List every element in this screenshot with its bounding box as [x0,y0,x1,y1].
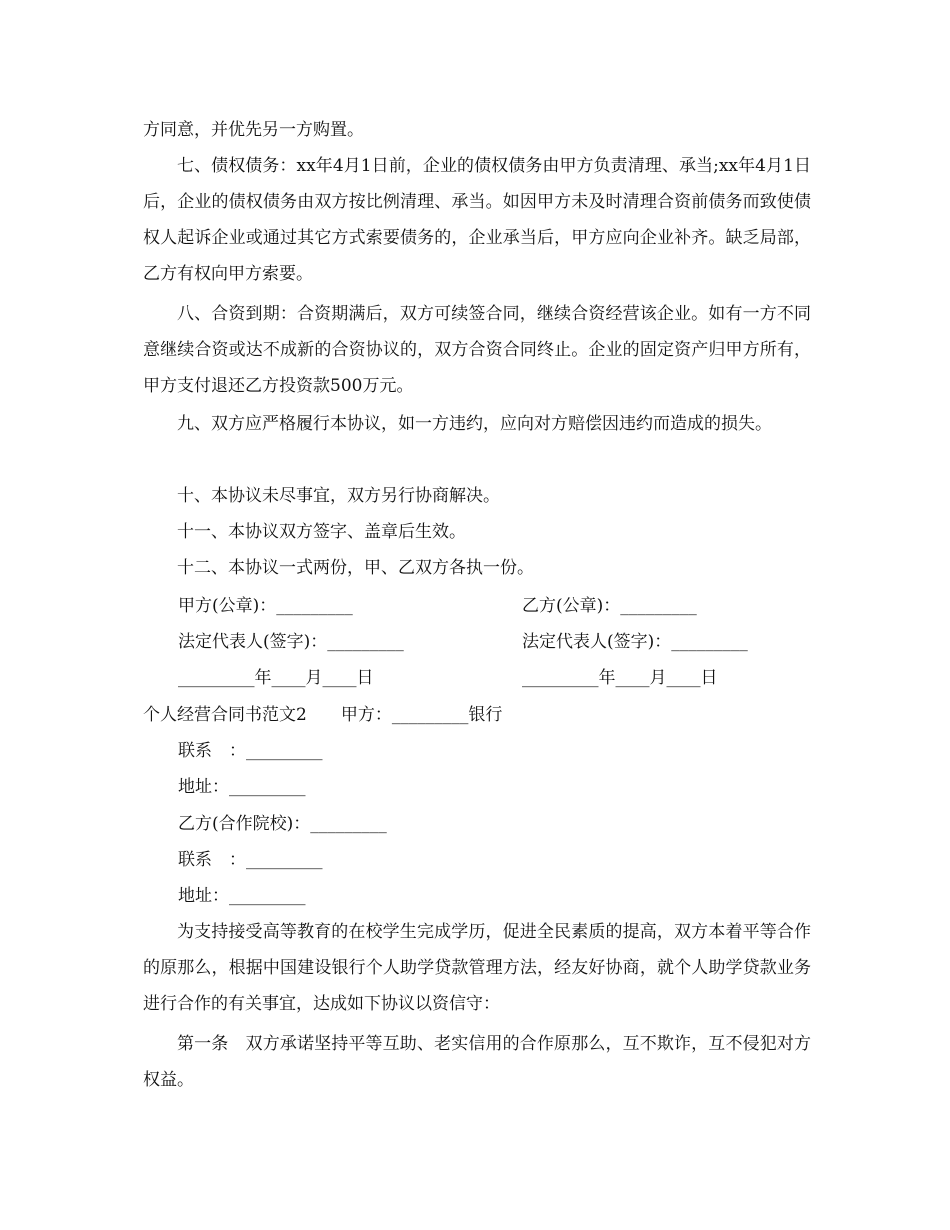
party-a-address-field: 地址：_________ [178,777,306,797]
party-a-seal-line: 甲方(公章)：_________ [178,596,353,616]
party-a-representative-line: 法定代表人(签字)：_________ [178,632,404,652]
party-b-date-line: _________年____月____日 [522,668,718,688]
second-contract-heading: 个人经营合同书范文2 甲方：_________银行 [143,705,503,725]
party-a-date-line: _________年____月____日 [178,668,374,688]
clause-8-expiry: 八、合资到期：合资期满后，双方可续签合同，继续合资经营该企业。如有一方不同意继续合资或达不成新的合资协议的，双方合资合同终止。企业的固定资产归甲方所有，甲方支付退还乙方投资款500万元。 [143,304,811,396]
paragraph-continuation: 方同意，并优先另一方购置。 [143,120,364,140]
clause-10-unresolved: 十、本协议未尽事宜，双方另行协商解决。 [177,486,500,506]
clause-12-copies: 十二、本协议一式两份，甲、乙双方各执一份。 [177,558,534,578]
second-contract-article-1: 第一条 双方承诺坚持平等互助、老实信用的合作原那么，互不欺诈，互不侵犯对方权益。 [143,1034,811,1090]
clause-7-debts: 七、债权债务：xx年4月1日前，企业的债权债务由甲方负责清理、承当;xx年4月1日后，企业的债权债务由双方按比例清理、承当。如因甲方未及时清理合资前债务而致使债权人起诉企业或通过其它方式索要债务的，企业承当后，甲方应向企业补齐。缺乏局部，乙方有权向甲方索要。 [143,156,811,284]
party-b-seal-line: 乙方(公章)：_________ [522,596,697,616]
clause-9-breach: 九、双方应严格履行本协议，如一方违约，应向对方赔偿因违约而造成的损失。 [177,414,772,434]
party-a-contact-field: 联系 ：_________ [178,741,323,761]
second-contract-intro: 为支持接受高等教育的在校学生完成学历，促进全民素质的提高，双方本着平等合作的原那么，根据中国建设银行个人助学贷款管理方法，经友好协商，就个人助学贷款业务进行合作的有关事宜，达成如下协议以资信守： [143,922,811,1014]
party-b-school-field: 乙方(合作院校)：_________ [178,814,387,834]
party-b-representative-line: 法定代表人(签字)：_________ [522,632,748,652]
clause-11-effective: 十一、本协议双方签字、盖章后生效。 [177,522,466,542]
party-b-contact-field: 联系 ：_________ [178,850,323,870]
party-b-address-field: 地址：_________ [178,886,306,906]
